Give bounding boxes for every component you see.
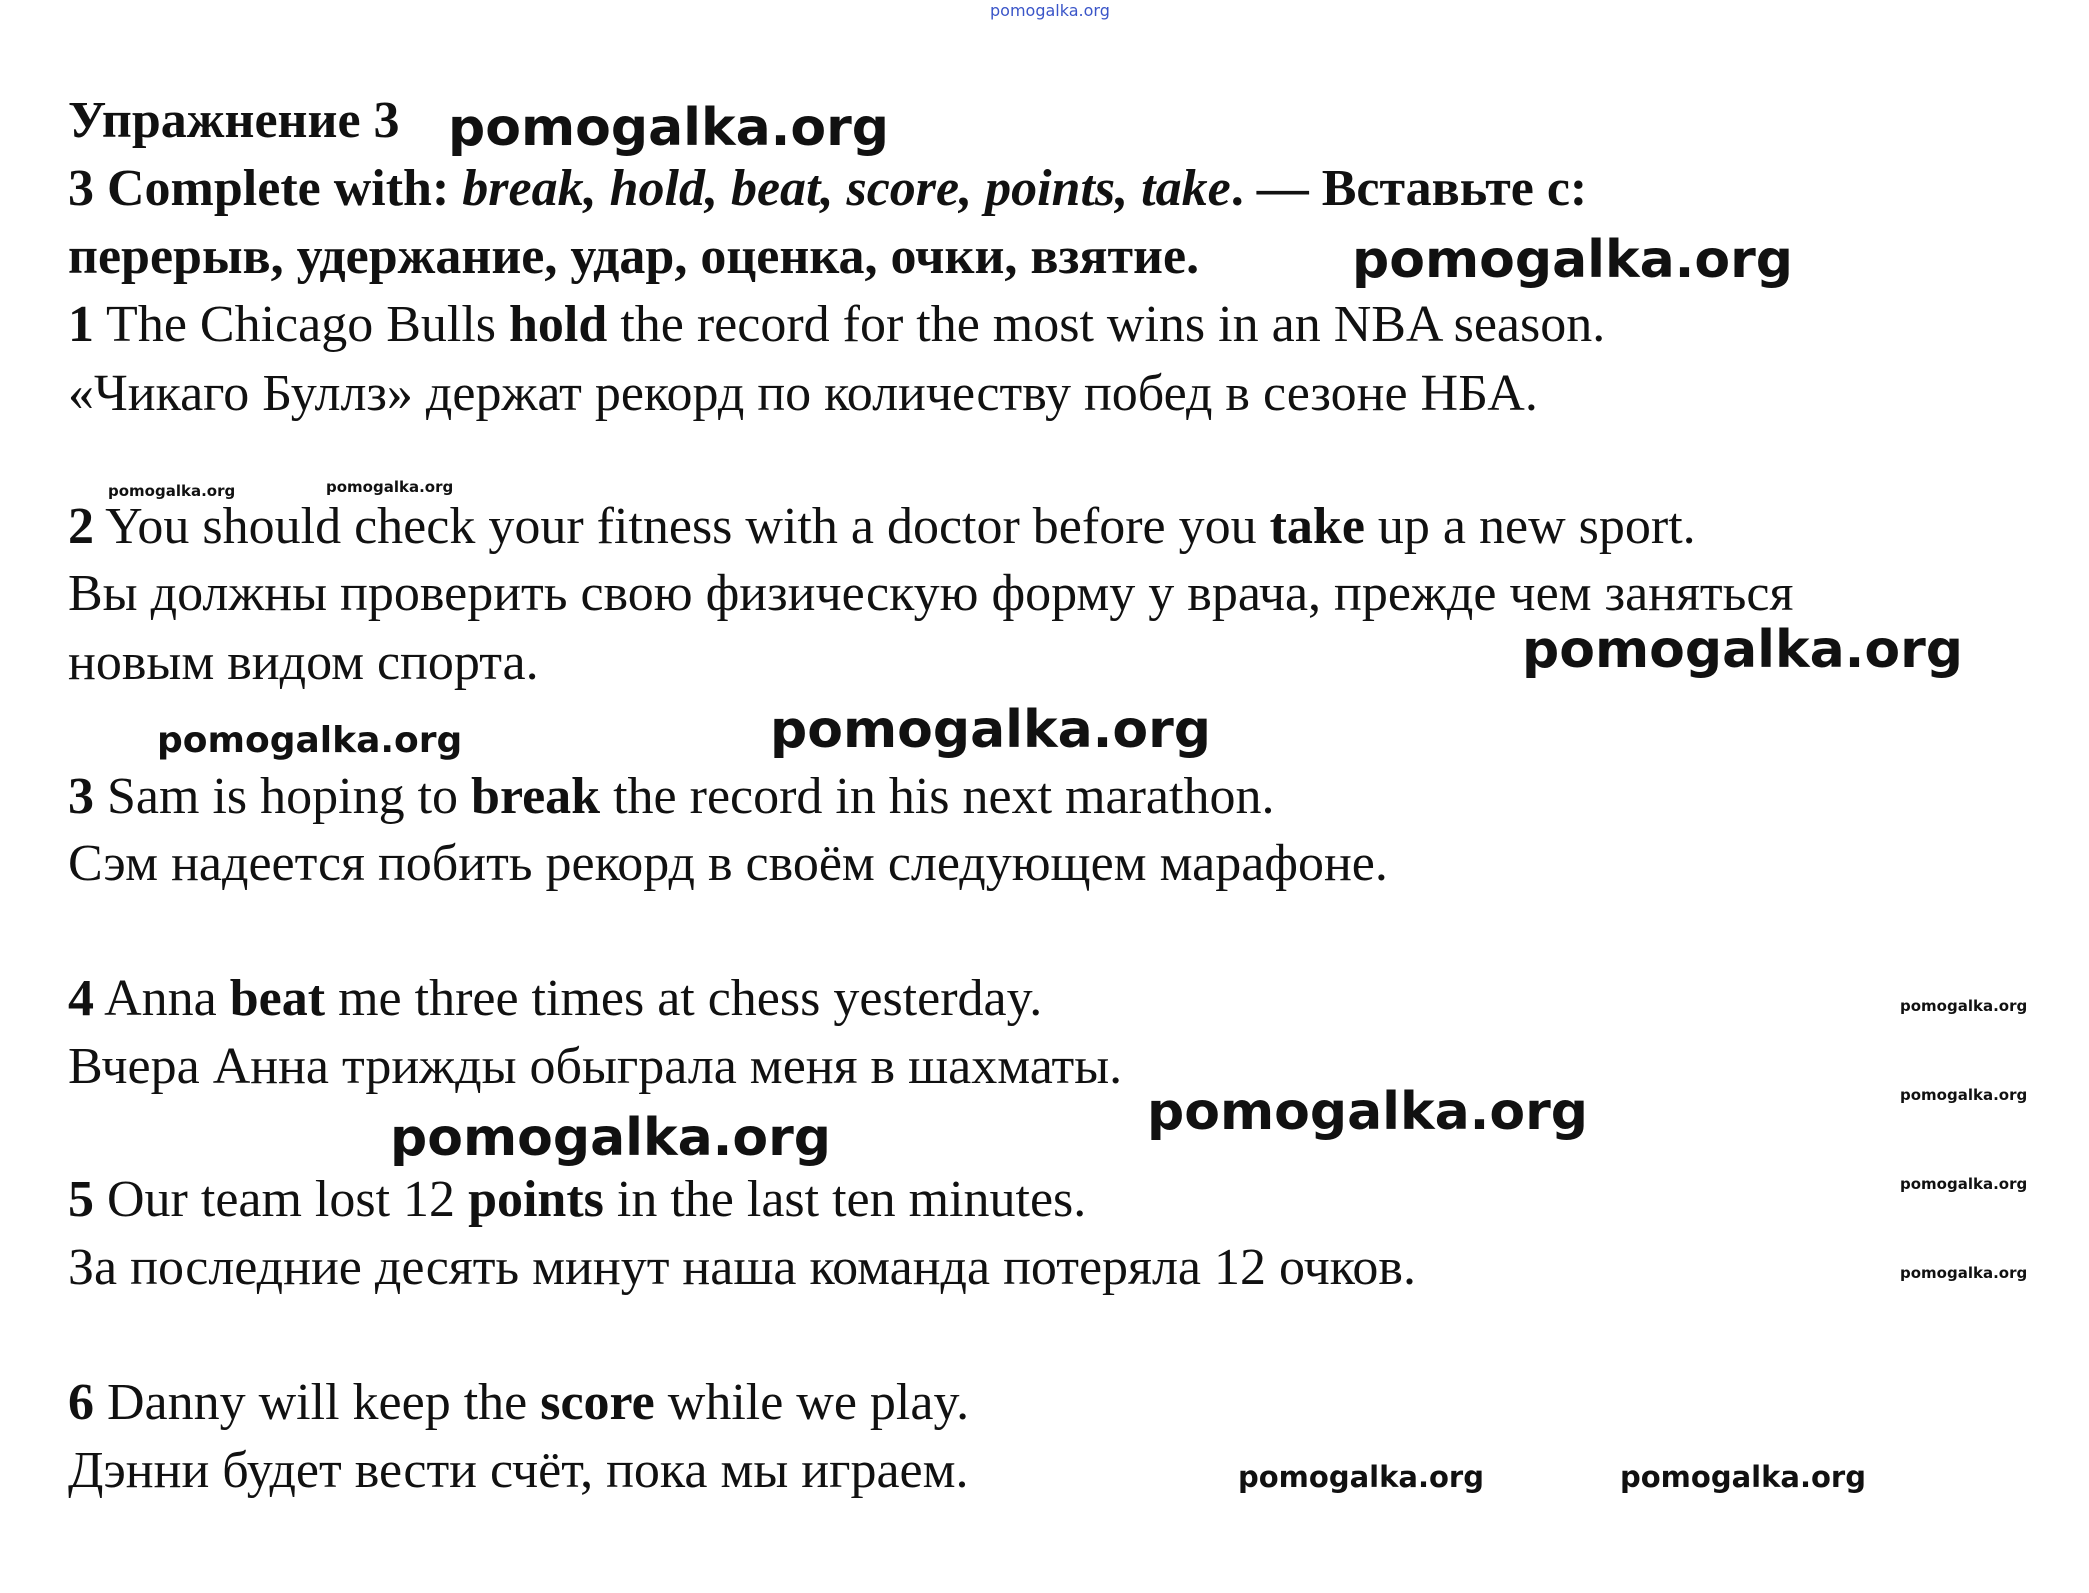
task-prefix: 3 Complete with: <box>68 160 463 217</box>
item-keyword: points <box>468 1171 604 1228</box>
watermark: pomogalka.org <box>448 98 890 158</box>
item-2-english <box>68 496 1696 558</box>
item-text: the record in his next marathon. <box>600 768 1275 825</box>
item-4-russian <box>68 1036 1122 1098</box>
item-translation: Вы должны проверить свою физическую форму у врача, прежде чем заняться <box>68 565 1794 622</box>
item-6-english <box>68 1372 969 1434</box>
item-text: in the last ten minutes. <box>603 1171 1087 1228</box>
watermark: pomogalka.org <box>326 478 454 496</box>
item-2-russian-line-1 <box>68 563 1793 625</box>
watermark: pomogalka.org <box>1620 1460 1866 1494</box>
item-number: 6 <box>68 1374 94 1431</box>
item-1-english <box>68 294 1605 356</box>
task-translation: перерыв, удержание, удар, оценка, очки, взятие. <box>68 228 1200 285</box>
task-words: break, hold, beat, score, points, take <box>462 160 1231 217</box>
item-text: up a new sport. <box>1364 498 1696 555</box>
watermark: pomogalka.org <box>1900 997 2028 1015</box>
item-translation: новым видом спорта. <box>68 634 539 691</box>
watermark: pomogalka.org <box>157 720 463 761</box>
watermark: pomogalka.org <box>770 700 1212 760</box>
item-keyword: hold <box>509 296 608 353</box>
exercise-title <box>68 90 400 152</box>
item-2-russian-line-2 <box>68 632 539 694</box>
item-1-russian <box>68 363 1538 425</box>
item-5-english <box>68 1169 1086 1231</box>
item-text: the record for the most wins in an NBA season. <box>607 296 1606 353</box>
item-number: 3 <box>68 768 94 825</box>
item-5-russian <box>68 1237 1416 1299</box>
item-number: 5 <box>68 1171 94 1228</box>
item-text: me three times at chess yesterday. <box>325 970 1043 1027</box>
watermark: pomogalka.org <box>1900 1086 2028 1104</box>
item-keyword: take <box>1269 498 1365 555</box>
item-translation: За последние десять минут наша команда потеряла 12 очков. <box>68 1239 1416 1296</box>
item-keyword: break <box>471 768 601 825</box>
exercise-title-text: Упражнение 3 <box>68 92 400 149</box>
item-translation: «Чикаго Буллз» держат рекорд по количеству побед в сезоне НБА. <box>68 365 1538 422</box>
item-keyword: score <box>540 1374 655 1431</box>
item-text: You should check your fitness with a doctor before you <box>94 498 1270 555</box>
item-3-english <box>68 766 1274 828</box>
item-4-english <box>68 968 1042 1030</box>
watermark: pomogalka.org <box>1900 1175 2028 1193</box>
item-text: The Chicago Bulls <box>94 296 510 353</box>
item-translation: Сэм надеется побить рекорд в своём следующем марафоне. <box>68 835 1388 892</box>
item-text: Anna <box>94 970 230 1027</box>
item-number: 1 <box>68 296 94 353</box>
watermark: pomogalka.org <box>390 1108 832 1168</box>
item-3-russian <box>68 833 1388 895</box>
watermark: pomogalka.org <box>1352 230 1794 290</box>
item-text: Sam is hoping to <box>94 768 472 825</box>
watermark: pomogalka.org <box>990 1 1110 20</box>
item-text: Our team lost 12 <box>94 1171 469 1228</box>
watermark: pomogalka.org <box>1900 1264 2028 1282</box>
task-middle: . — Вставьте с: <box>1230 160 1588 217</box>
task-instruction <box>68 158 1587 220</box>
watermark: pomogalka.org <box>108 482 236 500</box>
item-number: 2 <box>68 498 94 555</box>
watermark: pomogalka.org <box>1147 1082 1589 1142</box>
item-number: 4 <box>68 970 94 1027</box>
item-text: while we play. <box>654 1374 970 1431</box>
item-translation: Дэнни будет вести счёт, пока мы играем. <box>68 1442 969 1499</box>
watermark: pomogalka.org <box>1522 620 1964 680</box>
task-instruction-translation <box>68 226 1199 288</box>
item-6-russian <box>68 1440 969 1502</box>
item-text: Danny will keep the <box>94 1374 541 1431</box>
item-translation: Вчера Анна трижды обыграла меня в шахматы. <box>68 1038 1123 1095</box>
watermark: pomogalka.org <box>1238 1460 1484 1494</box>
item-keyword: beat <box>229 970 326 1027</box>
